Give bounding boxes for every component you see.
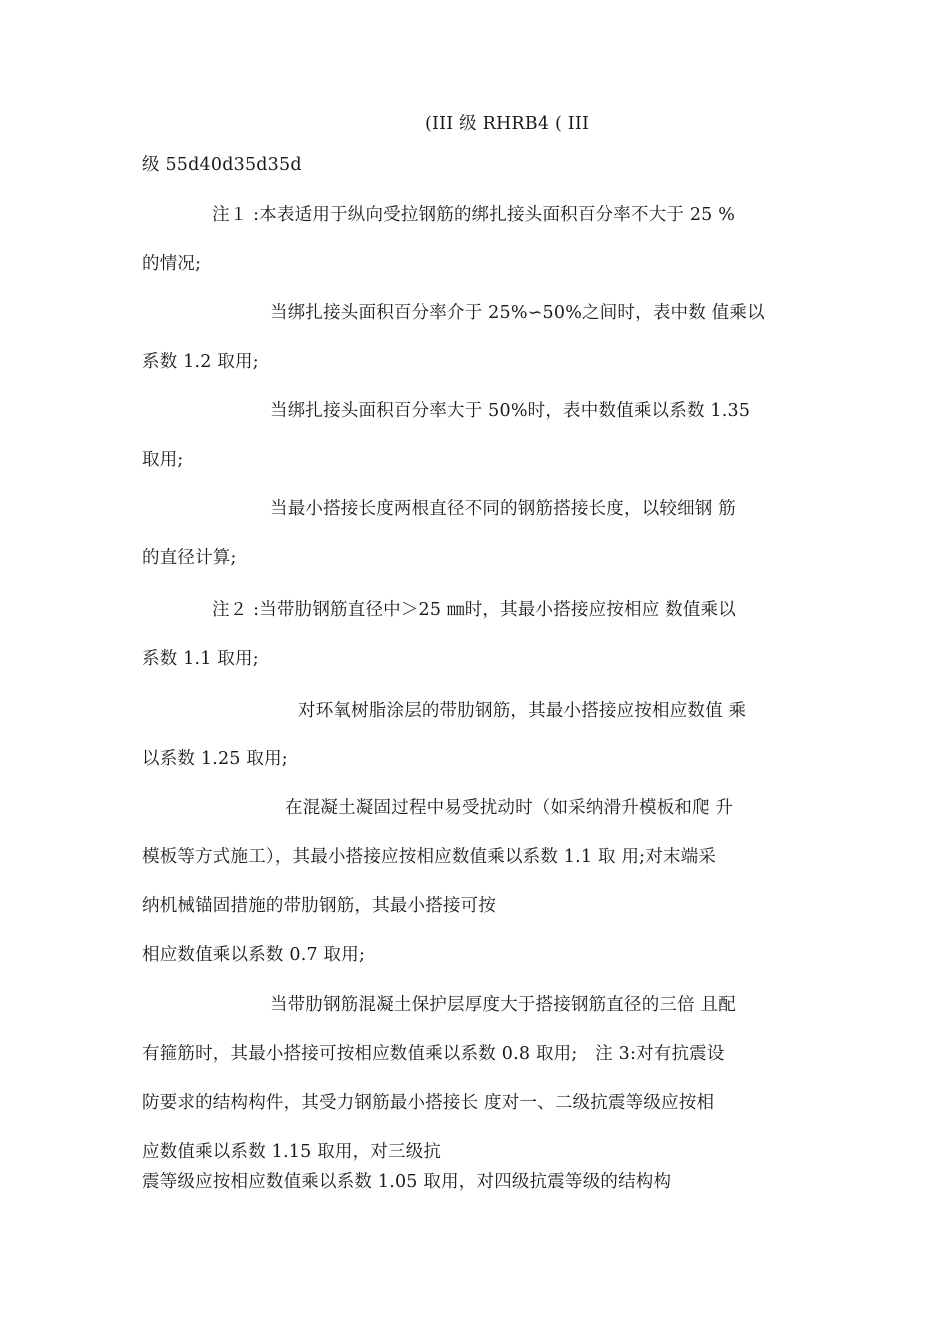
table-fragment-header: (III 级 RHRB4 ( III (425, 114, 590, 134)
note-2-item-3-line-3: 纳机械锚固措施的带肋钢筋，其最小搭接可按 (142, 896, 496, 916)
note-3-line-3: 震等级应按相应数值乘以系数 1.05 取用，对四级抗震等级的结构构 (142, 1172, 672, 1192)
note-2-item-3-line-2: 模板等方式施工），其最小搭接应按相应数值乘以系数 1.1 取 用;对末端采 (142, 847, 717, 867)
note-3-line-2: 应数值乘以系数 1.15 取用，对三级抗 (142, 1142, 442, 1162)
note-2-line-2: 系数 1.1 取用; (142, 649, 259, 669)
note-1-line-2: 的情况; (142, 254, 202, 274)
note-2-item-4-line-1: 当带肋钢筋混凝土保护层厚度大于搭接钢筋直径的三倍 且配 (270, 995, 736, 1015)
note-2-item-3-line-1: 在混凝土凝固过程中易受扰动时（如采纳滑升模板和爬 升 (285, 798, 734, 818)
note-2-item-4-line-2: 有箍筋时，其最小搭接可按相应数值乘以系数 0.8 取用; 注 3:对有抗震设 (142, 1044, 725, 1064)
note-2-item-2-line-2: 以系数 1.25 取用; (142, 749, 288, 769)
note-1-item-2-line-2: 系数 1.2 取用; (142, 352, 259, 372)
note-1-item-3-line-1: 当绑扎接头面积百分率大于 50%时，表中数值乘以系数 1.35 (270, 401, 751, 421)
note-1-item-4-line-1: 当最小搭接长度两根直径不同的钢筋搭接长度，以较细钢 筋 (270, 499, 736, 519)
note-3-line-1: 防要求的结构构件，其受力钢筋最小搭接长 度对一、二级抗震等级应按相 (142, 1093, 715, 1113)
note-2-item-2-line-1: 对环氧树脂涂层的带肋钢筋，其最小搭接应按相应数值 乘 (298, 701, 747, 721)
note-1-line-1: 注１ :本表适用于纵向受拉钢筋的绑扎接头面积百分率不大于 25 % (212, 205, 736, 225)
table-fragment-values: 级 55d40d35d35d (142, 155, 302, 175)
note-2-item-3-line-4: 相应数值乘以系数 0.7 取用; (142, 945, 366, 965)
note-2-line-1: 注２ :当带肋钢筋直径中＞25 ㎜时，其最小搭接应按相应 数值乘以 (212, 600, 736, 620)
note-1-item-3-line-2: 取用; (142, 450, 184, 470)
note-1-item-2-line-1: 当绑扎接头面积百分率介于 25%∽50%之间时，表中数 值乘以 (270, 303, 765, 323)
note-1-item-4-line-2: 的直径计算; (142, 548, 237, 568)
